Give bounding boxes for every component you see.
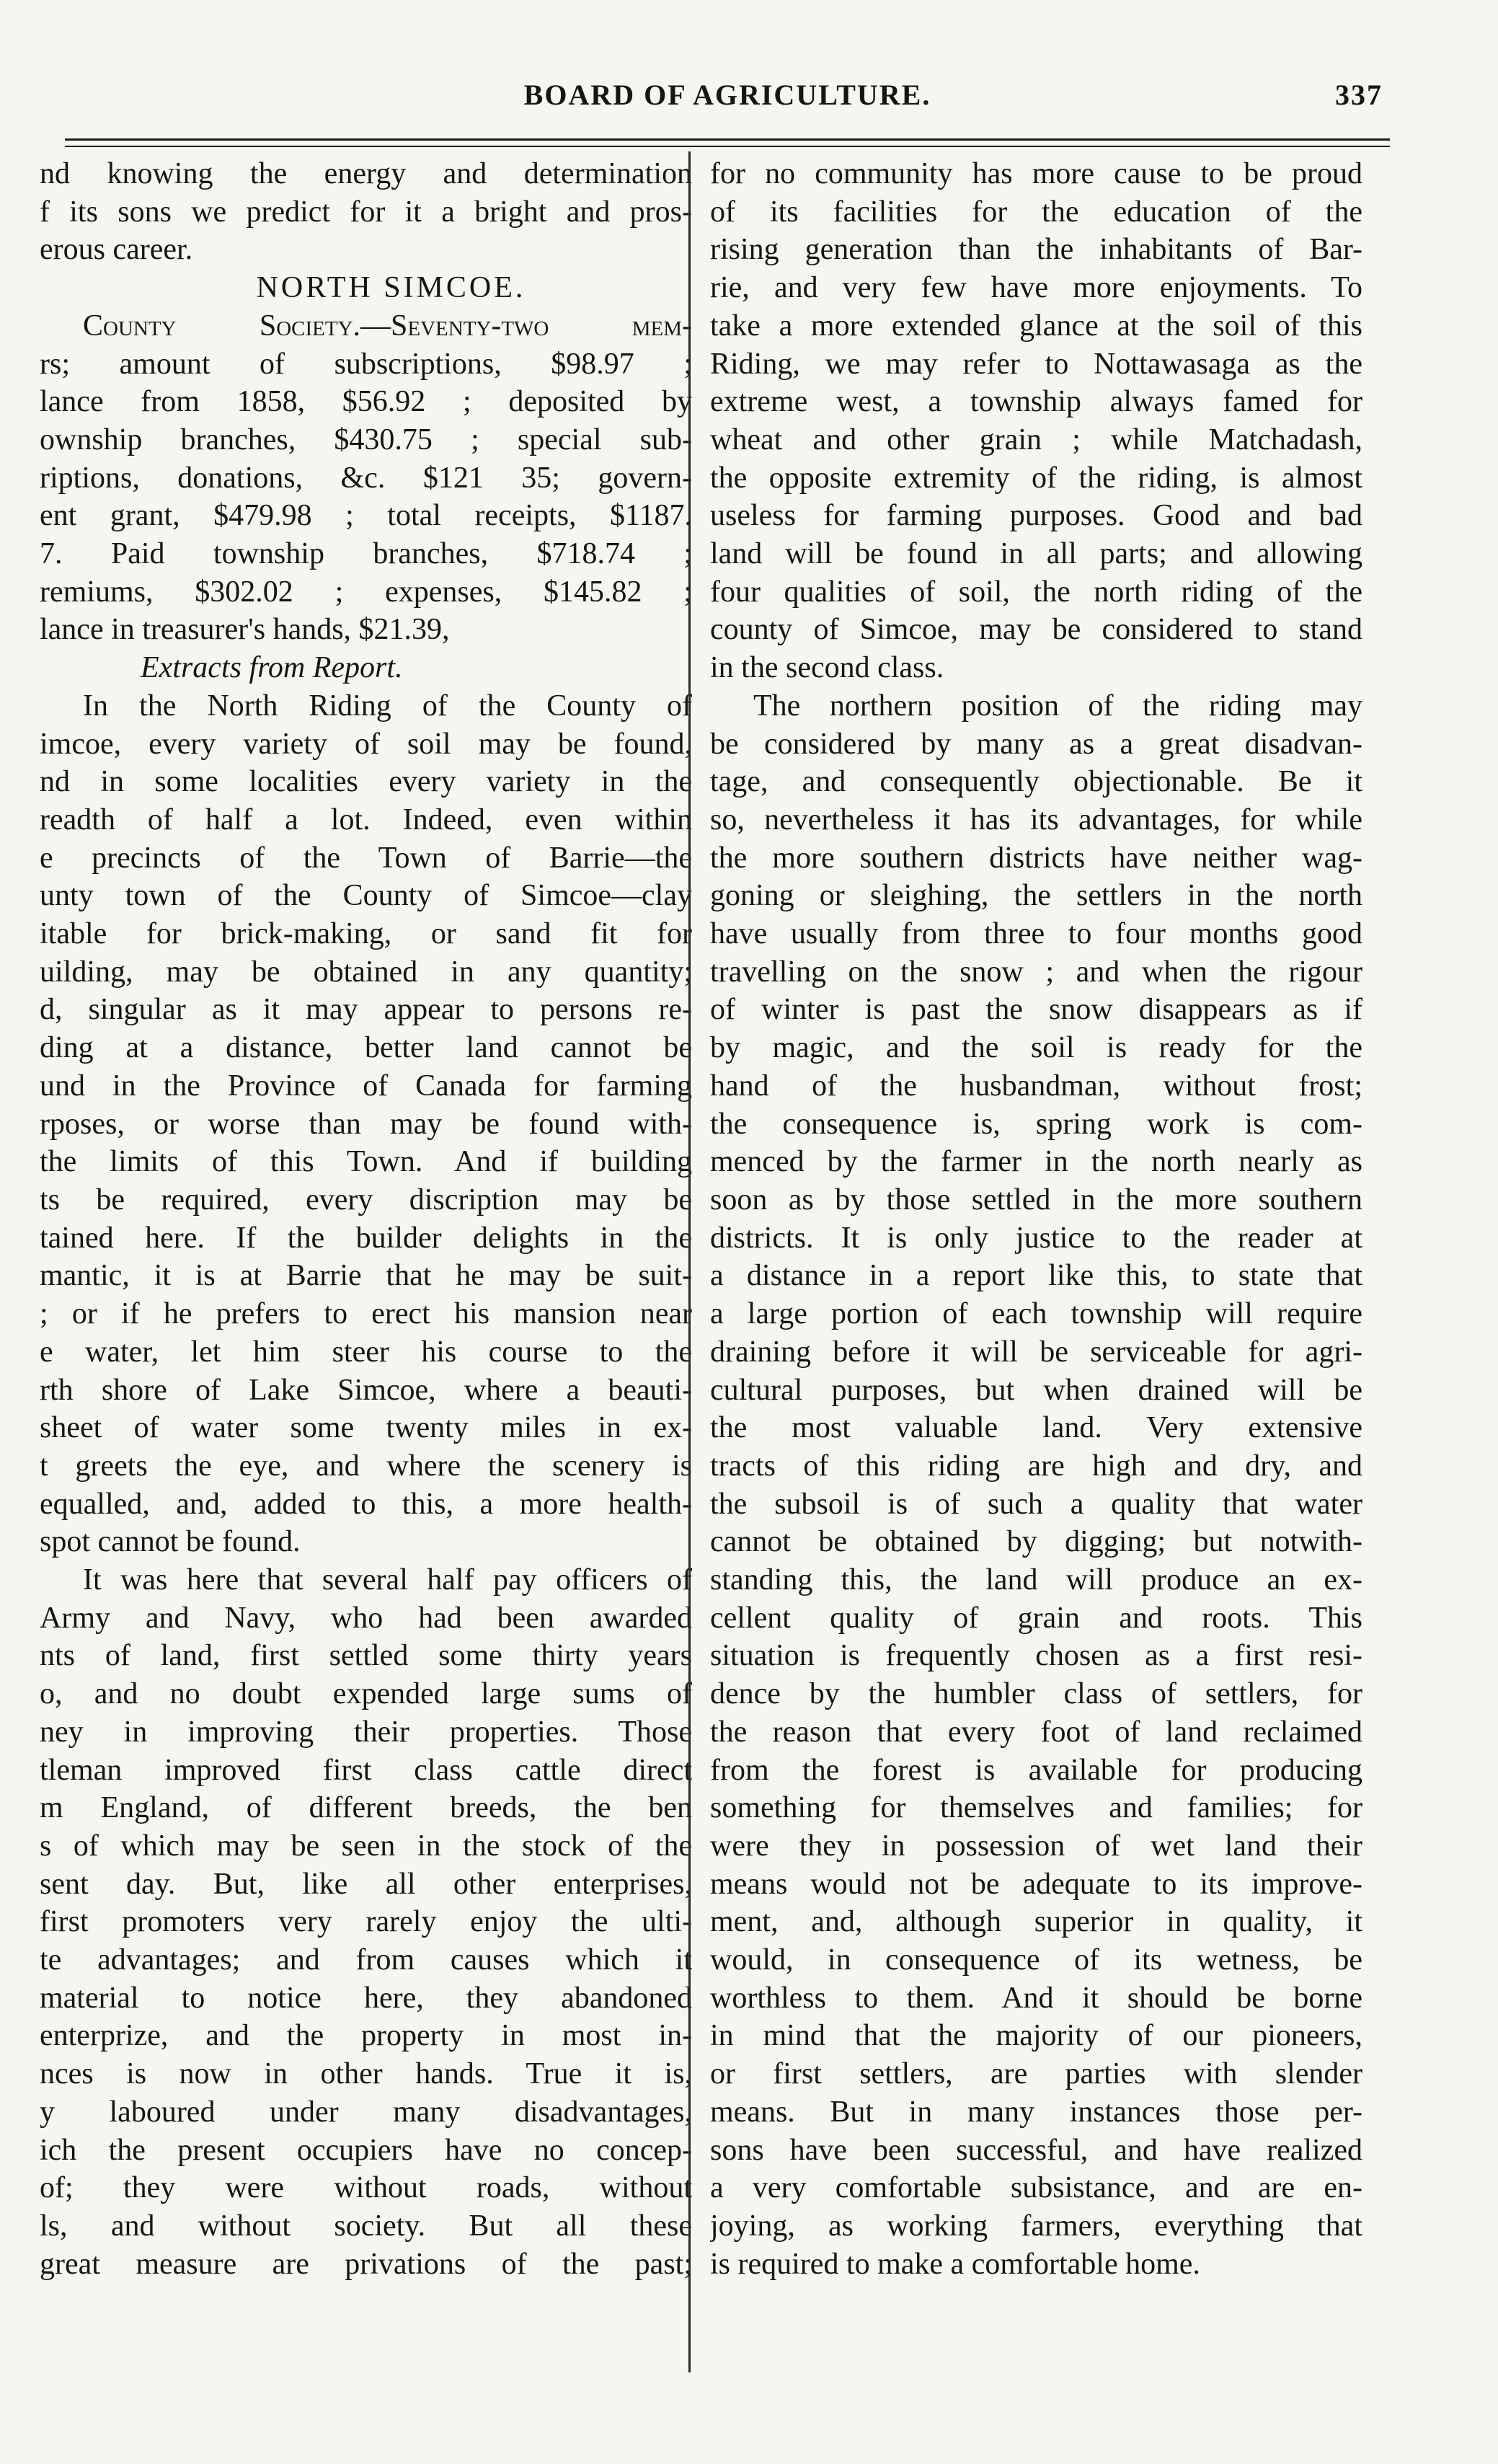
left-column-line: erous career. — [40, 233, 193, 267]
page-number: 337 — [1335, 79, 1383, 111]
right-column-line: means. But in many instances those per- — [710, 2095, 1362, 2129]
right-column-line: land will be found in all parts; and allowing — [710, 537, 1362, 571]
right-column-line: travelling on the snow ; and when the rigour — [710, 955, 1362, 989]
left-column-line: lance from 1858, $56.92 ; deposited by — [40, 385, 692, 419]
left-column-line: d, singular as it may appear to persons re- — [40, 993, 692, 1027]
left-column-line: rs; amount of subscriptions, $98.97 ; — [40, 347, 692, 381]
right-column-line: county of Simcoe, may be considered to stand — [710, 613, 1362, 647]
left-column-line: ; or if he prefers to erect his mansion near — [40, 1297, 692, 1331]
right-column-line: the most valuable land. Very extensive — [710, 1411, 1362, 1445]
left-column-line: s of which may be seen in the stock of the — [40, 1829, 692, 1863]
left-column-line: nd knowing the energy and determination — [40, 157, 692, 190]
running-title: BOARD OF AGRICULTURE. — [523, 79, 931, 111]
right-column-line: hand of the husbandman, without frost; — [710, 1069, 1362, 1103]
left-column-line: of; they were without roads, without — [40, 2171, 692, 2205]
right-column-line: the more southern districts have neither wag- — [710, 841, 1362, 875]
left-column-line: 7. Paid township branches, $718.74 ; — [40, 537, 692, 571]
right-column-line: be considered by many as a great disadvan- — [710, 727, 1362, 761]
right-column-line: goning or sleighing, the settlers in the north — [710, 879, 1362, 913]
left-column — [40, 155, 692, 2369]
left-column-line: ding at a distance, better land cannot be — [40, 1031, 692, 1065]
left-column-line: tleman improved first class cattle direct — [40, 1753, 692, 1787]
left-column-line: rth shore of Lake Simcoe, where a beauti- — [40, 1373, 692, 1407]
left-column-line: und in the Province of Canada for farming — [40, 1069, 692, 1103]
left-column-line: the limits of this Town. And if building — [40, 1145, 692, 1179]
right-column-line: from the forest is available for producing — [710, 1753, 1362, 1787]
right-column-line: a large portion of each township will require — [710, 1297, 1362, 1331]
left-column-line: riptions, donations, &c. $121 35; govern- — [40, 461, 692, 495]
right-column-line: a distance in a report like this, to state that — [710, 1259, 1362, 1293]
left-column-line: great measure are privations of the past; — [40, 2247, 692, 2281]
left-column-line: nces is now in other hands. True it is, — [40, 2057, 692, 2091]
right-column-line: The northern position of the riding may — [753, 689, 1362, 723]
left-column-line: ownship branches, $430.75 ; special sub- — [40, 423, 692, 456]
running-head — [65, 71, 1390, 121]
left-column-line: nd in some localities every variety in the — [40, 765, 692, 799]
left-column-line: te advantages; and from causes which it — [40, 1943, 692, 1977]
right-column-line: situation is frequently chosen as a first resi- — [710, 1639, 1362, 1673]
right-column-line: so, nevertheless it has its advantages, for while — [710, 803, 1362, 836]
right-column-line: or first settlers, are parties with slender — [710, 2057, 1362, 2091]
right-column-line: cellent quality of grain and roots. This — [710, 1601, 1362, 1635]
column-rule — [688, 151, 691, 2372]
left-column-line: County Society.—Seventy-two mem- — [83, 309, 692, 343]
right-column-line: tracts of this riding are high and dry, and — [710, 1449, 1362, 1483]
right-column-line: districts. It is only justice to the reader at — [710, 1221, 1362, 1255]
right-column-line: sons have been successful, and have realized — [710, 2133, 1362, 2167]
left-column-line: remiums, $302.02 ; expenses, $145.82 ; — [40, 575, 692, 609]
left-column-line: ls, and without society. But all these — [40, 2209, 692, 2243]
left-column-line: nts of land, first settled some thirty years — [40, 1639, 692, 1673]
left-column-line: ich the present occupiers have no concep- — [40, 2133, 692, 2167]
left-column-line: In the North Riding of the County of — [83, 689, 692, 723]
right-column-line: in the second class. — [710, 651, 944, 685]
right-column-line: worthless to them. And it should be borne — [710, 1981, 1362, 2015]
right-column-line: is required to make a comfortable home. — [710, 2247, 1200, 2281]
right-column-line: in mind that the majority of our pioneers, — [710, 2019, 1362, 2053]
left-column-line: mantic, it is at Barrie that he may be suit- — [40, 1259, 692, 1293]
right-column-line: a very comfortable subsistance, and are en- — [710, 2171, 1362, 2205]
right-column-line: rie, and very few have more enjoyments. To — [710, 271, 1362, 305]
right-column-line: ment, and, although superior in quality, it — [710, 1905, 1362, 1939]
left-column-line: equalled, and, added to this, a more health- — [40, 1487, 692, 1521]
right-column-line: the consequence is, spring work is com- — [710, 1107, 1362, 1141]
right-column-line: would, in consequence of its wetness, be — [710, 1943, 1362, 1977]
right-column-line: soon as by those settled in the more southern — [710, 1183, 1362, 1216]
right-column-line: joying, as working farmers, everything that — [710, 2209, 1362, 2243]
right-column-line: the reason that every foot of land reclaimed — [710, 1715, 1362, 1749]
left-column-line: rposes, or worse than may be found with- — [40, 1107, 692, 1141]
right-column-line: take a more extended glance at the soil of this — [710, 309, 1362, 343]
left-column-line: ent grant, $479.98 ; total receipts, $1187. — [40, 499, 692, 533]
left-column-line: f its sons we predict for it a bright and pros- — [40, 195, 692, 229]
left-column-line: uilding, may be obtained in any quantity; — [40, 955, 692, 989]
left-column-line: enterprize, and the property in most in- — [40, 2019, 692, 2053]
left-column-line: o, and no doubt expended large sums of — [40, 1677, 692, 1711]
left-column-line: tained here. If the builder delights in the — [40, 1221, 692, 1255]
left-column-line: y laboured under many disadvantages, — [40, 2095, 692, 2129]
left-column-line: sent day. But, like all other enterprises, — [40, 1867, 692, 1901]
left-column-line: It was here that several half pay officers of — [83, 1563, 692, 1597]
left-column-line: sheet of water some twenty miles in ex- — [40, 1411, 692, 1445]
left-column-line: first promoters very rarely enjoy the ulti- — [40, 1905, 692, 1939]
left-column-line: itable for brick-making, or sand fit for — [40, 917, 692, 951]
left-column-line: t greets the eye, and where the scenery is — [40, 1449, 692, 1483]
left-column-line: readth of half a lot. Indeed, even within — [40, 803, 692, 836]
left-column-line: imcoe, every variety of soil may be found, — [40, 727, 692, 761]
right-column-line: of winter is past the snow disappears as if — [710, 993, 1362, 1027]
right-column-line: tage, and consequently objectionable. Be it — [710, 765, 1362, 799]
left-column-line: Extracts from Report. — [141, 651, 403, 685]
left-column-line: spot cannot be found. — [40, 1525, 301, 1559]
right-column-line: something for themselves and families; for — [710, 1791, 1362, 1825]
left-column-line: ney in improving their properties. Those — [40, 1715, 692, 1749]
left-column-line: Army and Navy, who had been awarded — [40, 1601, 692, 1635]
header-rule-top — [65, 138, 1390, 141]
right-column-line: for no community has more cause to be proud — [710, 157, 1362, 190]
right-column-line: menced by the farmer in the north nearly as — [710, 1145, 1362, 1179]
right-column-line: by magic, and the soil is ready for the — [710, 1031, 1362, 1065]
left-column-line: m England, of different breeds, the ben — [40, 1791, 692, 1825]
left-column-line: ts be required, every discription may be — [40, 1183, 692, 1216]
right-column-line: means would not be adequate to its improve- — [710, 1867, 1362, 1901]
right-column-line: dence by the humbler class of settlers, for — [710, 1677, 1362, 1711]
right-column-line: Riding, we may refer to Nottawasaga as the — [710, 347, 1362, 381]
right-column-line: the subsoil is of such a quality that water — [710, 1487, 1362, 1521]
right-column-line: cultural purposes, but when drained will be — [710, 1373, 1362, 1407]
right-column-line: have usually from three to four months good — [710, 917, 1362, 951]
left-column-line: material to notice here, they abandoned — [40, 1981, 692, 2015]
right-column-line: of its facilities for the education of the — [710, 195, 1362, 229]
right-column-line: were they in possession of wet land their — [710, 1829, 1362, 1863]
right-column-line: four qualities of soil, the north riding of the — [710, 575, 1362, 609]
left-column-line: e precincts of the Town of Barrie—the — [40, 841, 692, 875]
left-column-line: lance in treasurer's hands, $21.39, — [40, 613, 450, 647]
right-column — [710, 155, 1362, 2369]
left-column-line: NORTH SIMCOE. — [256, 271, 526, 305]
right-column-line: cannot be obtained by digging; but notwith- — [710, 1525, 1362, 1559]
left-column-line: unty town of the County of Simcoe—clay — [40, 879, 692, 913]
right-column-line: draining before it will be serviceable for agri- — [710, 1335, 1362, 1369]
right-column-line: useless for farming purposes. Good and bad — [710, 499, 1362, 533]
left-column-line: e water, let him steer his course to the — [40, 1335, 692, 1369]
right-column-line: rising generation than the inhabitants of Bar- — [710, 233, 1362, 267]
header-rule-bottom — [65, 146, 1390, 147]
right-column-line: extreme west, a township always famed for — [710, 385, 1362, 419]
right-column-line: the opposite extremity of the riding, is almost — [710, 461, 1362, 495]
right-column-line: wheat and other grain ; while Matchadash, — [710, 423, 1362, 456]
right-column-line: standing this, the land will produce an ex- — [710, 1563, 1362, 1597]
